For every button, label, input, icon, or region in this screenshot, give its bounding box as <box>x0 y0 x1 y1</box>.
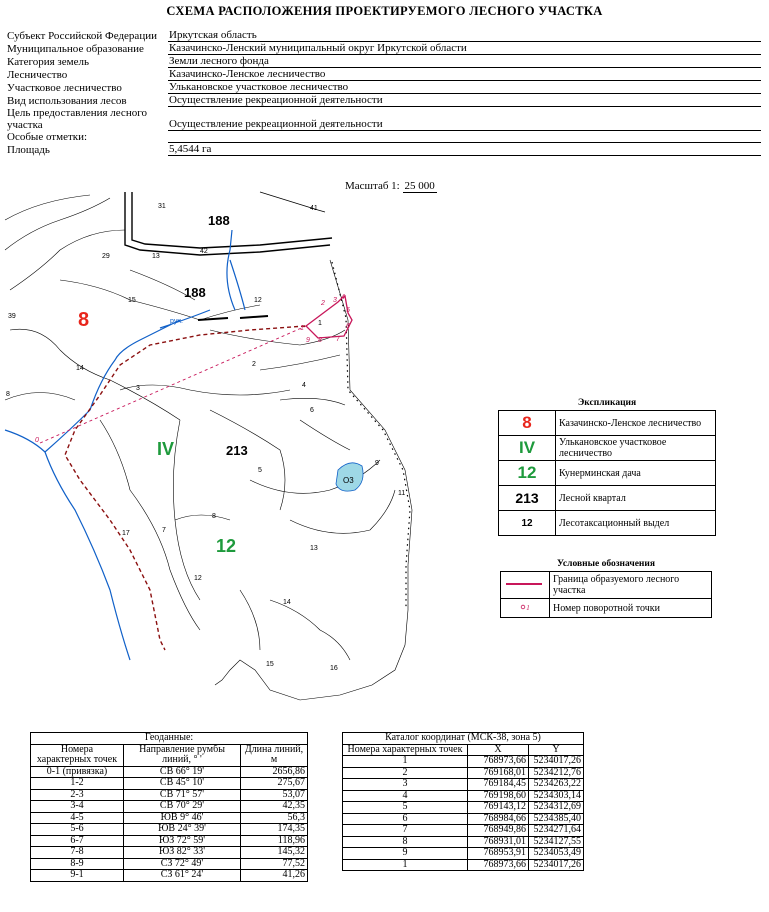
map-labels <box>78 213 248 556</box>
page-title: СХЕМА РАСПОЛОЖЕНИЯ ПРОЕКТИРУЕМОГО ЛЕСНОГО УЧАСТКА <box>166 4 603 18</box>
catalog-cell: 768931,01 <box>468 836 529 848</box>
geodata-row <box>31 766 308 778</box>
catalog-cell: 5234017,26 <box>529 756 584 768</box>
geodata-cell: 0-1 (привязка) <box>31 766 124 778</box>
catalog-cell: 768949,86 <box>468 825 529 837</box>
geodata-cell: 56,3 <box>241 812 308 824</box>
geodata-row <box>31 858 308 870</box>
vydel-number: 29 <box>102 253 110 260</box>
symbols-title: Условные обозначения <box>556 559 656 569</box>
scale-value: 25 000 <box>404 180 435 192</box>
info-key: Категория земель <box>7 55 89 68</box>
explication-symbol: 8 <box>499 411 556 436</box>
geodata-cell: 275,67 <box>241 778 308 790</box>
geodata-cell: 5-6 <box>31 824 124 836</box>
geodata-row <box>31 789 308 801</box>
geodata-cell: 9-1 <box>31 870 124 882</box>
geodata-row <box>31 812 308 824</box>
info-value: Казачинско-Ленское лесничество <box>168 68 761 81</box>
geodata-cell: 145,32 <box>241 847 308 859</box>
catalog-cell: 769143,12 <box>468 802 529 814</box>
catalog-cell: 5 <box>343 802 468 814</box>
geodata-cell: СВ 45° 10' <box>124 778 241 790</box>
info-table <box>6 29 761 156</box>
geodata-cell: СЗ 72° 49' <box>124 858 241 870</box>
info-row <box>6 131 761 143</box>
boundary-symbol <box>501 572 550 599</box>
explication-text: Лесотаксационный выдел <box>556 511 716 536</box>
turning-point-label: 7 <box>336 336 340 343</box>
quarter-label: 188 <box>184 285 206 300</box>
turning-point-label: 0 <box>35 437 39 444</box>
info-value: 5,4544 га <box>168 143 761 156</box>
geodata-cell: 2656,86 <box>241 766 308 778</box>
vydel-number: 8 <box>6 391 10 398</box>
vydel-number: 12 <box>194 575 202 582</box>
vydel-number: 13 <box>310 545 318 552</box>
catalog-cell: 5234303,14 <box>529 790 584 802</box>
vydel-number: 5 <box>258 467 262 474</box>
catalog-header: X <box>468 744 529 756</box>
black-dash <box>198 316 268 320</box>
geodata-row <box>31 778 308 790</box>
catalog-cell: 768973,66 <box>468 756 529 768</box>
vydel-number: 39 <box>8 313 16 320</box>
explication-symbol: 12 <box>499 461 556 486</box>
info-key: Участковое лесничество <box>7 81 122 94</box>
info-key: Цель предоставления лесного участка <box>7 106 147 131</box>
catalog-cell: 5234053,49 <box>529 848 584 860</box>
catalog-cell: 1 <box>343 756 468 768</box>
catalog-cell: 1 <box>343 859 468 871</box>
vydel-lines <box>5 195 395 660</box>
geodata-cell: 118,96 <box>241 835 308 847</box>
vydel-number: 11 <box>398 490 406 497</box>
catalog-cell: 2 <box>343 767 468 779</box>
geodata-cell: ЮЗ 82° 33' <box>124 847 241 859</box>
geodata-cell: ЮВ 9° 46' <box>124 812 241 824</box>
turning-point-label: 5 <box>346 307 350 314</box>
quarter-label: 213 <box>226 443 248 458</box>
vydel-number: 1 <box>318 320 322 327</box>
vydel-number: 15 <box>266 661 274 668</box>
geodata-cell: 41,26 <box>241 870 308 882</box>
info-row <box>6 29 761 42</box>
catalog-row <box>343 767 584 779</box>
info-row <box>6 68 761 81</box>
vydel-number: 3 <box>136 385 140 392</box>
vydel-number: 14 <box>283 599 291 606</box>
info-key: Площадь <box>7 143 50 156</box>
catalog-table <box>342 732 584 871</box>
forestry-label: 8 <box>78 309 90 331</box>
vydel-number: 13 <box>152 253 160 260</box>
info-key: Особые отметки: <box>7 130 88 143</box>
info-row <box>6 42 761 55</box>
info-value: Казачинско-Ленский муниципальный округ Иркутской области <box>168 42 761 55</box>
catalog-cell: 5234385,40 <box>529 813 584 825</box>
symbol-row <box>501 599 712 618</box>
vydel-labels <box>6 203 405 672</box>
vydel-number: 7 <box>162 527 166 534</box>
catalog-cell: 768973,66 <box>468 859 529 871</box>
quarter-label: 188 <box>208 213 230 228</box>
catalog-cell: 768953,91 <box>468 848 529 860</box>
explication-text: Улькановское участковое лесничество <box>556 436 716 461</box>
vydel-number: 14 <box>76 365 84 372</box>
vydel-number: 8 <box>212 513 216 520</box>
explication-row <box>499 436 716 461</box>
lake-label: О3 <box>343 476 354 485</box>
explication-row <box>499 486 716 511</box>
info-value: Улькановское участковое лесничество <box>168 81 761 94</box>
info-value: Иркутская область <box>168 29 761 42</box>
catalog-row <box>343 825 584 837</box>
geodata-row <box>31 847 308 859</box>
geodata-cell: 7-8 <box>31 847 124 859</box>
point-symbol: 1 <box>501 599 550 618</box>
catalog-row <box>343 756 584 768</box>
explication-row <box>499 411 716 436</box>
geodata-header: Номера характерных точек <box>31 744 124 766</box>
river-label: руч. <box>170 318 183 325</box>
geodata-cell: 53,07 <box>241 789 308 801</box>
district-label: IV <box>157 439 175 459</box>
catalog-row <box>343 836 584 848</box>
catalog-cell: 769184,45 <box>468 779 529 791</box>
geodata-cell: СВ 71° 57' <box>124 789 241 801</box>
info-row <box>6 143 761 156</box>
info-row <box>6 81 761 94</box>
turning-point-label: 1 <box>300 325 304 332</box>
catalog-title: Каталог координат (МСК-38, зона 5) <box>343 733 584 745</box>
road-north-2 <box>132 192 332 248</box>
catalog-row <box>343 848 584 860</box>
geodata-cell: 4-5 <box>31 812 124 824</box>
geodata-cell: 77,52 <box>241 858 308 870</box>
catalog-cell: 769168,01 <box>468 767 529 779</box>
vydel-number: 2 <box>252 361 256 368</box>
info-key: Лесничество <box>7 68 68 81</box>
catalog-row <box>343 790 584 802</box>
turning-point-label: 8 <box>318 337 322 344</box>
geodata-title: Геоданные: <box>31 733 308 745</box>
vydel-number: 41 <box>310 205 318 212</box>
catalog-row <box>343 813 584 825</box>
catalog-row <box>343 802 584 814</box>
catalog-cell: 5234263,22 <box>529 779 584 791</box>
symbol-row <box>501 572 712 599</box>
catalog-cell: 5234312,69 <box>529 802 584 814</box>
turning-point-label: 9 <box>306 337 310 344</box>
catalog-header: Y <box>529 744 584 756</box>
info-row <box>6 107 761 131</box>
catalog-cell: 4 <box>343 790 468 802</box>
info-row <box>6 94 761 107</box>
turning-point-label: 3 <box>333 297 337 304</box>
catalog-cell: 6 <box>343 813 468 825</box>
point-text: Номер поворотной точки <box>550 599 712 618</box>
catalog-cell: 5234212,76 <box>529 767 584 779</box>
geodata-row <box>31 801 308 813</box>
geodata-cell: ЮЗ 72° 59' <box>124 835 241 847</box>
scale-prefix: Масштаб 1: <box>345 180 400 192</box>
catalog-row <box>343 859 584 871</box>
explication-text: Казачинско-Ленское лесничество <box>556 411 716 436</box>
catalog-cell: 5234271,64 <box>529 825 584 837</box>
catalog-header: Номера характерных точек <box>343 744 468 756</box>
river-west <box>45 452 130 660</box>
geodata-row <box>31 870 308 882</box>
river <box>5 230 245 452</box>
geodata-row <box>31 824 308 836</box>
vydel-number: 42 <box>200 248 208 255</box>
vydel-number: 12 <box>254 297 262 304</box>
explication-row <box>499 511 716 536</box>
info-key: Вид использования лесов <box>7 94 127 107</box>
catalog-cell: 768984,66 <box>468 813 529 825</box>
turning-point-label: 2 <box>321 300 325 307</box>
reference-line <box>40 326 306 443</box>
explication-row <box>499 461 716 486</box>
catalog-cell: 5234127,55 <box>529 836 584 848</box>
geodata-cell: СЗ 61° 24' <box>124 870 241 882</box>
catalog-cell: 769198,60 <box>468 790 529 802</box>
info-value: Земли лесного фонда <box>168 55 761 68</box>
catalog-cell: 5234017,26 <box>529 859 584 871</box>
explication-text: Лесной квартал <box>556 486 716 511</box>
info-value <box>168 131 761 143</box>
explication-symbol: IV <box>499 436 556 461</box>
vydel-number: 17 <box>122 530 130 537</box>
geodata-cell: 1-2 <box>31 778 124 790</box>
geodata-cell: 174,35 <box>241 824 308 836</box>
geodata-cell: ЮВ 24° 39' <box>124 824 241 836</box>
info-value: Осуществление рекреационной деятельности <box>168 94 761 107</box>
vydel-number: 31 <box>158 203 166 210</box>
vydel-number: 4 <box>302 382 306 389</box>
info-row <box>6 55 761 68</box>
dacha-label: 12 <box>216 536 237 556</box>
catalog-cell: 8 <box>343 836 468 848</box>
map-base-lines <box>5 192 412 700</box>
catalog-row <box>343 779 584 791</box>
symbols-table <box>500 571 712 618</box>
geodata-cell: 6-7 <box>31 835 124 847</box>
info-key: Муниципальное образование <box>7 42 144 55</box>
vydel-number: 16 <box>330 665 338 672</box>
geodata-table <box>30 732 308 882</box>
catalog-cell: 3 <box>343 779 468 791</box>
geodata-cell: 42,35 <box>241 801 308 813</box>
vydel-number: 15 <box>128 297 136 304</box>
vydel-number: 6 <box>310 407 314 414</box>
geodata-header: Направление румбы линий, ° ' <box>124 744 241 766</box>
vydel-number: 9 <box>375 460 379 467</box>
geodata-cell: 8-9 <box>31 858 124 870</box>
catalog-cell: 9 <box>343 848 468 860</box>
explication-symbol: 12 <box>499 511 556 536</box>
quarter-boundary-east <box>215 260 412 700</box>
explication-title: Экспликация <box>577 398 637 408</box>
catalog-cell: 7 <box>343 825 468 837</box>
geodata-row <box>31 835 308 847</box>
turning-point-label: 6 <box>346 323 350 330</box>
explication-table <box>498 410 716 536</box>
geodata-cell: 3-4 <box>31 801 124 813</box>
hatch-east <box>332 262 410 610</box>
info-key: Субъект Российской Федерации <box>7 29 157 42</box>
explication-text: Кунерминская дача <box>556 461 716 486</box>
geodata-cell: СВ 66° 19' <box>124 766 241 778</box>
explication-symbol: 213 <box>499 486 556 511</box>
boundary-text: Граница образуемого лесного участка <box>550 572 712 599</box>
plot-boundary <box>306 296 352 338</box>
geodata-header: Длина линий, м <box>241 744 308 766</box>
info-value: Осуществление рекреационной деятельности <box>168 107 761 131</box>
geodata-cell: 2-3 <box>31 789 124 801</box>
geodata-cell: СВ 70° 29' <box>124 801 241 813</box>
turning-point-label: 4 <box>341 294 345 301</box>
